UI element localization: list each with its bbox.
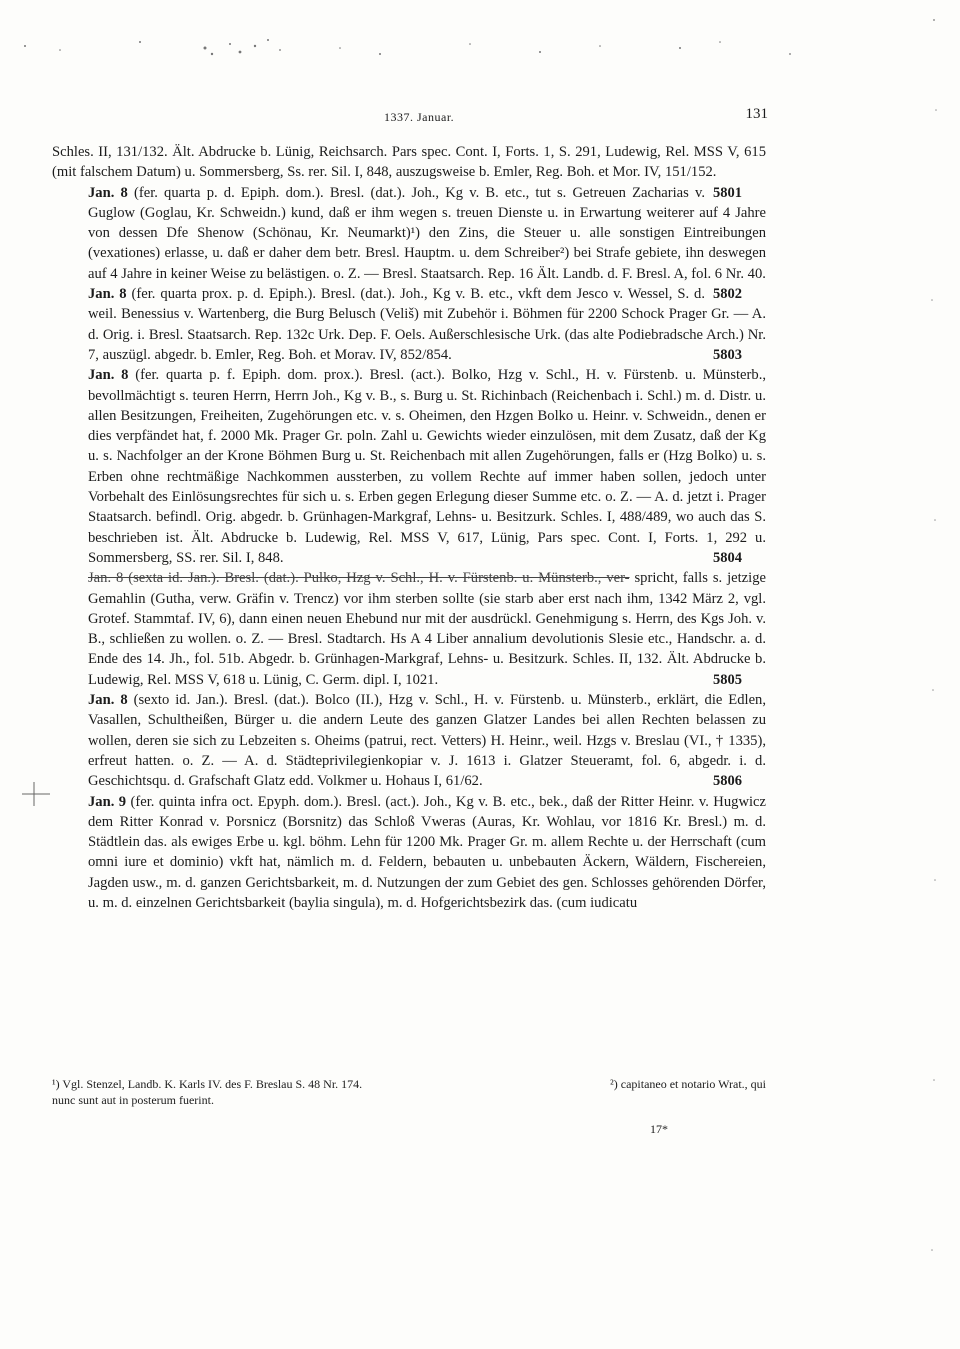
entry-text: (fer. quinta infra oct. Epyph. dom.). Bresl. (act.). Joh., Kg v. B. etc., bek., daß der Ritter Heinr. v. Hugwicz dem Ritter Konrad v. Porsnicz (Borsnitz) das Schloß Vweras (Auras, Kr. Wohlau, vor 1816 Kr. Bresl.) m. d. Städtlein das. als ewiges Erbe u. kgl. böhm. Lehn für 1200 Mk. Prager Gr. m. allem Rechte u. der Herrschaft (cum omni iure et dominio) vkft hat, nämlich m. d. Feldern, bebauten u. unbebauten Äckern, Wäldern, Fischereien, Jagden usw., m. d. ganzen Gerichtsbarkeit, m. d. Nutzungen der zum Gebiet des gen. Schlosses gehörenden Dörfer, u. m. d. einzelnen Gerichtsbarkeit (baylia singula), m. d. Hofgerichtsbezirk das. (cum iudicatu: [88, 793, 766, 911]
margin-pencil-mark: [16, 780, 56, 810]
page-number: 131: [745, 106, 768, 122]
entry-5804: [52, 365, 766, 568]
running-title: 1337. Januar.: [384, 110, 455, 124]
entry-text: (fer. quarta prox. p. d. Epiph.). Bresl. (dat.). Joh., Kg v. B. etc., vkft dem Jesco v. Wessel, S. d. weil. Benessius v. Wartenberg, die Burg Belusch (Veliš) mit Zubehör i. Böhmen für 2200 Schock Prager Gr. — A. d. Orig. i. Bresl. Staatsarch. Rep. 132c Urk. Dep. F. Oels. Außerschlesische Urk. (das alte Podiebradsche Arch.) Nr. 7, auszügl. abgedr. b. Emler, Reg. Boh. et Morav. IV, 852/854.: [88, 286, 766, 363]
footnote-row: [52, 1076, 766, 1092]
entry-date: Jan. 8: [88, 286, 127, 303]
entry-date: Jan. 8: [88, 692, 128, 709]
footnote-2-continued: nunc sunt aut in posterum fuerint.: [52, 1093, 214, 1107]
entry-date: Jan. 8: [88, 367, 129, 384]
entry-5805: [52, 568, 766, 690]
footnote-1: ¹) Vgl. Stenzel, Landb. K. Karls IV. des F. Breslau S. 48 Nr. 174.: [52, 1077, 363, 1091]
scan-speckle-top: [0, 28, 960, 68]
entry-number: 5806: [713, 773, 742, 790]
entry-text: Schles. II, 131/132. Ält. Abdrucke b. Lünig, Reichsarch. Pars spec. Cont. I, Forts. 1, S. 291, Ludewig, Rel. MSS V, 615 (mit falschem Datum) u. Sommersberg, Ss. rer. Sil. I, 848, auszugsweise b. Emler, Reg. Boh. et Mor. IV, 151/152.: [52, 144, 766, 181]
entry-5807: [52, 792, 766, 914]
entry-5803: [52, 284, 766, 365]
entry-text: (fer. quarta p. d. Epiph. dom.). Bresl. (dat.). Joh., Kg v. B. etc., tut s. Getreuen Zacharias v. Guglow (Goglau, Kr. Schweidn.) kund, daß er ihm wegen s. treuen Dienste u. in Erwartung weiterer auf 4 Jahre von dessen Dfe Shenow (Schönau, Kr. Neumarkt)¹) den Zins, die Steuer u. alle sonstigen Eintreibungen (vexationes) erlasse, u. daß er daher dem betr. Bresl. Hauptm. u. dem Schreiber²) bei Strafe gebiete, ihn deswegen auf 4 Jahre in keiner Weise zu belästigen. o. Z. — Bresl. Staatsarch. Rep. 16 Ält. Landb. d. F. Bresl. A, fol. 6 Nr. 40.: [88, 184, 766, 282]
entry-text: (sexto id. Jan.). Bresl. (dat.). Bolco (II.), Hzg v. Schl., H. v. Fürstenb. u. Münsterb., erklärt, die Edlen, Vasallen, Schultheißen, Bürger u. die andern Leute des ganzen Glatzer Landes bei allen Rechten belassen zu wollen, deren sie sich zu Lebzeiten s. Oheims (patrui, rect. Vetters) H. Heinr., weil. Hzgs v. Breslau (VI., † 1335), erfreut hatten. o. Z. — A. d. Städteprivilegienkopiar v. J. 1613 i. Glatzer Steueramt, fol. 6, abgedr. i. d. Geschichtsqu. d. Grafschaft Glatz edd. Volkmer u. Hohaus I, 61/62.: [88, 692, 766, 790]
body-text: [52, 142, 766, 913]
entry-number: 5801: [713, 184, 742, 201]
struck-text: Jan. 8 (sexta id. Jan.). Bresl. (dat.). Pulko, Hzg v. Schl., H. v. Fürstenb. u. Münsterb., ver-: [88, 570, 630, 587]
entry-text: spricht, falls s. jetzige Gemahlin (Gutha, verw. Gräfin v. Trencz) vor ihm sterben sollte (sie starb aber erst nach ihm, 1342 März 2, vgl. Grotef. Stammtaf. IV, 6), dann einen neuen Ehebund nur mit der ausdrückl. Genehmigung s. Herrn, des Kgs Joh. v. B., schließen zu wollen. o. Z. — Bresl. Stadtarch. Hs A 4 Liber annalium devolutionis Slesie etc., Handschr. a. d. Ende des 14. Jh., fol. 51b. Abgedr. b. Grünhagen-Markgraf, Lehns- u. Besitzurk. Schles. II, 132. Ält. Abdrucke b. Ludewig, Rel. MSS V, 618 u. Lünig, C. Germ. dipl. I, 1021.: [88, 570, 766, 688]
running-head: [54, 104, 768, 128]
entry-number: 5802: [713, 286, 742, 303]
signature-mark: 17*: [650, 1122, 668, 1136]
footnote-2: ²) capitaneo et notario Wrat., qui: [610, 1077, 766, 1091]
entry-date: Jan. 8: [88, 184, 128, 201]
entry-5802: [52, 183, 766, 303]
scan-edge-marks: [926, 0, 942, 1349]
footnotes: [52, 1076, 766, 1108]
entry-number: 5804: [713, 549, 742, 566]
entry-number: 5805: [713, 671, 742, 688]
entry-text: (fer. quarta p. f. Epiph. dom. prox.). Bresl. (act.). Bolko, Hzg v. Schl., H. v. Fürstenb. u. Münsterb., bevollmächtigt s. teuren Herrn, Herrn Joh., Kg v. B., s. Burg u. St. Richinbach (Reichenbach i. Schl.) m. d. Distr. u. allen Besitzungen, Freiheiten, Zugehörungen etc. v. s. Oheimen, den Hzgen Bolko u. Heinr. v. Schweidn., denen er dies verpfändet hat, f. 2000 Mk. Prager Gr. poln. Zahl u. Gewichts wieder einzulösen, mit dem Zusatz, daß der Kg u. s. Nachfolger an der Krone Böhmen Burg u. St. Reichenbach mit allen Zugehörungen, falls er (Hzg Bolko) u. s. Erben ohne rechtmäßige Nachkommen aussterben, zu vollem Rechte auf immer haben sollen, jedoch unter Vorbehalt des Einlösungsrechtes für sich u. s. Erben gegen Erlegung dieser Summe etc. o. Z. — A. d. jetzt i. Prager Staatsarch. befindl. Orig. abgedr. b. Grünhagen-Markgraf, Lehns- u. Besitzurk. Schles. I, 488/489, wo auch das S. beschrieben ist. Ält. Abdrucke b. Ludewig, Rel. MSS V, 617, Lünig, Pars spec. Cont. I, Forts. 1, 292 u. Sommersberg, SS. rer. Sil. I, 848.: [88, 367, 766, 566]
entry-number: 5803: [713, 346, 742, 363]
entry-5806: [52, 690, 766, 791]
entry-date: Jan. 9: [88, 793, 127, 810]
